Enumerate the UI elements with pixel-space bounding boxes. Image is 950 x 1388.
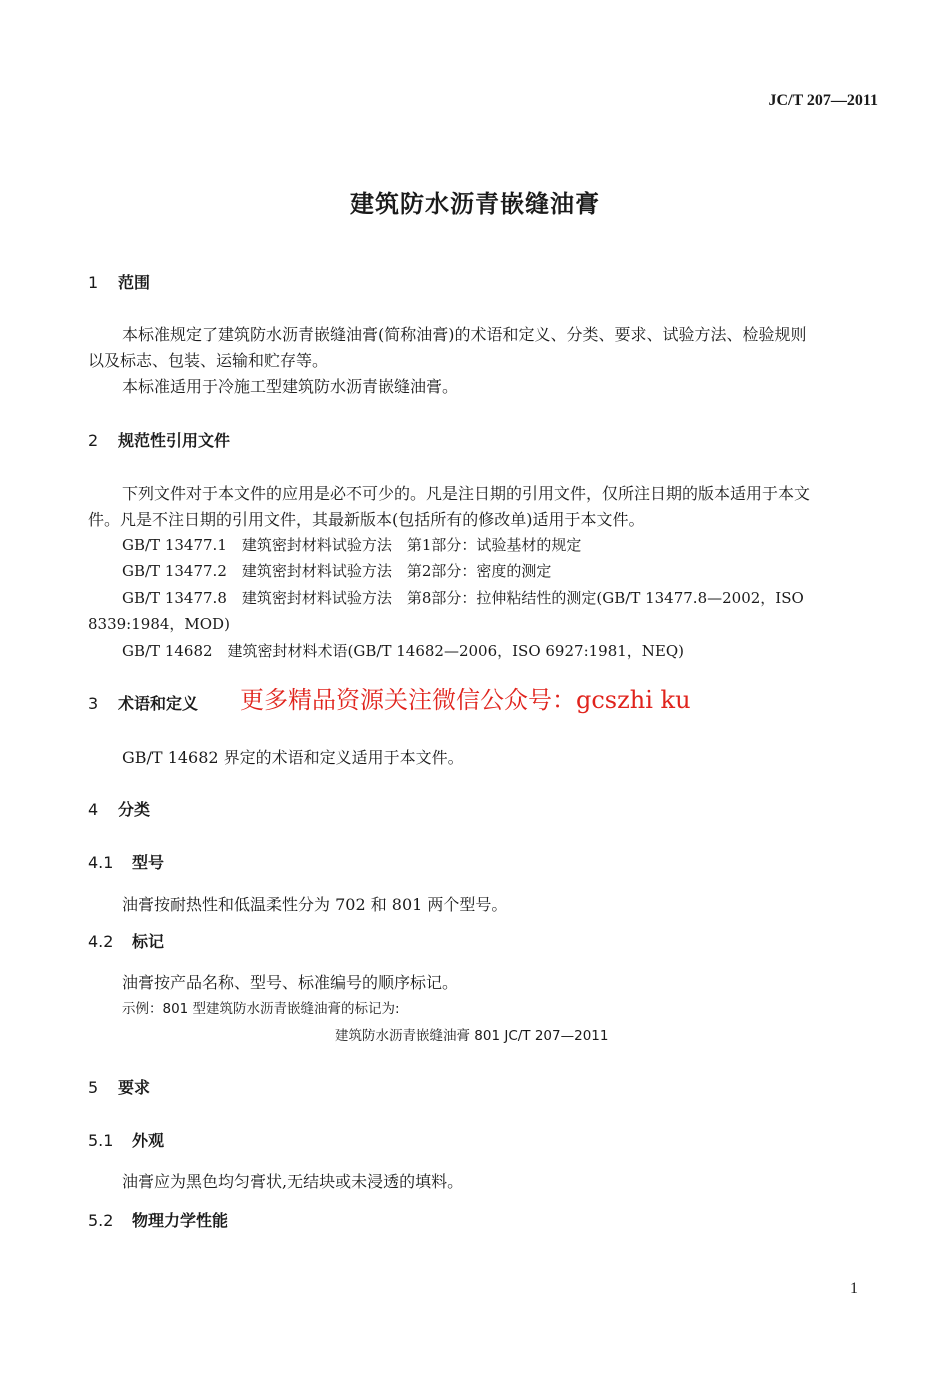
section-title: 规范性引用文件 xyxy=(118,431,231,450)
paragraph: 件。凡是不注日期的引用文件，其最新版本(包括所有的修改单)适用于本文件。 xyxy=(88,510,645,529)
paragraph: 本标准适用于冷施工型建筑防水沥青嵌缝油膏。 xyxy=(122,377,459,396)
paragraph: 以及标志、包装、运输和贮存等。 xyxy=(88,351,329,370)
paragraph: GB/T 14682 界定的术语和定义适用于本文件。 xyxy=(122,748,464,767)
subsection-title: 标记 xyxy=(132,932,165,951)
paragraph: 油膏按产品名称、型号、标准编号的顺序标记。 xyxy=(122,973,459,992)
section-number: 3 xyxy=(88,694,99,713)
subsection-number: 4.1 xyxy=(88,853,114,872)
section-title: 术语和定义 xyxy=(118,694,199,713)
section-number: 5 xyxy=(88,1078,99,1097)
section-title: 要求 xyxy=(118,1078,151,1097)
page-number: 1 xyxy=(850,1280,858,1297)
subsection-5-2-heading xyxy=(88,1208,228,1231)
subsection-title: 物理力学性能 xyxy=(132,1211,229,1230)
watermark-text: 更多精品资源关注微信公众号：gcszhi ku xyxy=(240,686,691,714)
section-title: 范围 xyxy=(118,273,151,292)
section-title: 分类 xyxy=(118,800,151,819)
reference-item: GB/T 14682 建筑密封材料术语(GB/T 14682—2006，ISO 6927:1981，NEQ) xyxy=(122,642,685,660)
example-mark: 建筑防水沥青嵌缝油膏 801 JC/T 207—2011 xyxy=(335,1028,609,1044)
section-number: 1 xyxy=(88,273,99,292)
section-number: 4 xyxy=(88,800,99,819)
subsection-4-1-heading xyxy=(88,850,164,873)
paragraph: 油膏按耐热性和低温柔性分为 702 和 801 两个型号。 xyxy=(122,895,508,914)
standard-number: JC/T 207—2011 xyxy=(768,92,878,109)
section-3-heading xyxy=(88,691,198,714)
reference-item: GB/T 13477.8 建筑密封材料试验方法 第8部分：拉伸粘结性的测定(GB/T 13477.8—2002，ISO xyxy=(122,589,804,607)
section-number: 2 xyxy=(88,431,99,450)
section-1-heading xyxy=(88,270,150,293)
subsection-number: 4.2 xyxy=(88,932,114,951)
paragraph: 本标准规定了建筑防水沥青嵌缝油膏(简称油膏)的术语和定义、分类、要求、试验方法、检验规则 xyxy=(122,325,807,344)
subsection-number: 5.2 xyxy=(88,1211,114,1230)
paragraph: 油膏应为黑色均匀膏状,无结块或未浸透的填料。 xyxy=(122,1172,464,1191)
reference-item: GB/T 13477.2 建筑密封材料试验方法 第2部分：密度的测定 xyxy=(122,562,552,580)
section-5-heading xyxy=(88,1075,150,1098)
subsection-4-2-heading xyxy=(88,929,164,952)
subsection-title: 型号 xyxy=(132,853,165,872)
example-label: 示例：801 型建筑防水沥青嵌缝油膏的标记为: xyxy=(122,1001,400,1017)
subsection-number: 5.1 xyxy=(88,1131,114,1150)
section-4-heading xyxy=(88,797,150,820)
reference-item: GB/T 13477.1 建筑密封材料试验方法 第1部分：试验基材的规定 xyxy=(122,536,582,554)
subsection-title: 外观 xyxy=(132,1131,165,1150)
section-2-heading xyxy=(88,428,230,451)
reference-item-continued: 8339:1984，MOD) xyxy=(88,615,230,633)
paragraph: 下列文件对于本文件的应用是必不可少的。凡是注日期的引用文件，仅所注日期的版本适用于本文 xyxy=(122,484,811,503)
subsection-5-1-heading xyxy=(88,1128,164,1151)
document-title: 建筑防水沥青嵌缝油膏 xyxy=(350,190,600,218)
